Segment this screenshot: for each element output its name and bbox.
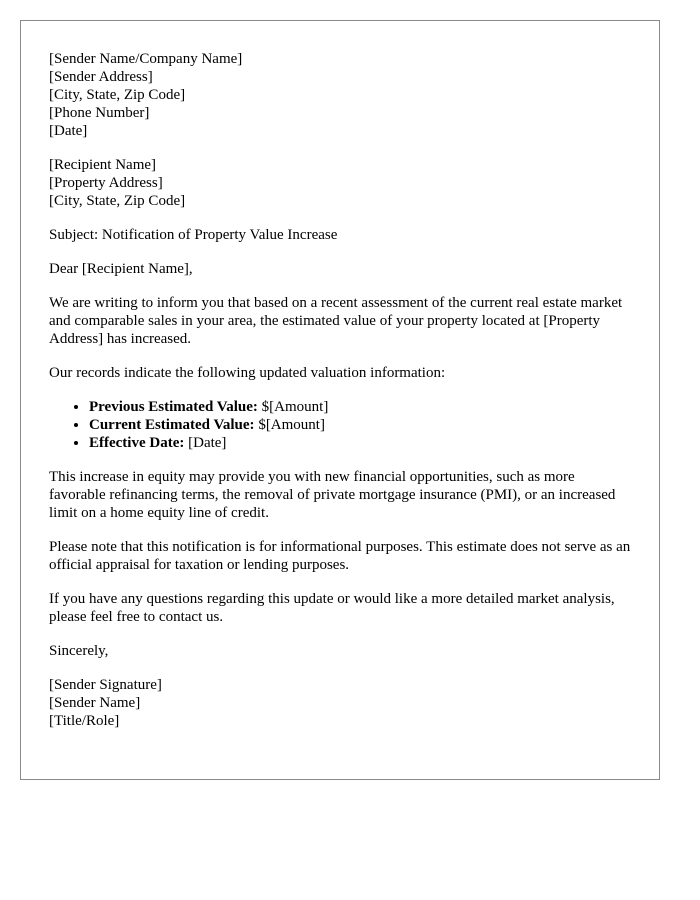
valuation-label: Effective Date: <box>89 435 185 451</box>
valuation-label: Previous Estimated Value: <box>89 399 258 415</box>
valuation-value: $[Amount] <box>257 399 329 415</box>
records-paragraph: Our records indicate the following updated valuation information: <box>49 365 446 381</box>
valuation-list <box>49 398 631 452</box>
list-item <box>89 416 631 434</box>
note-paragraph: Please note that this notification is for informational purposes. This estimate does not serve as an official appraisal for taxation or lending purposes. <box>49 539 631 573</box>
valuation-value: [Date] <box>184 435 227 451</box>
recipient-block <box>49 156 631 210</box>
valuation-value: $[Amount] <box>254 417 325 433</box>
recipient-address: [Property Address] <box>49 175 163 191</box>
sender-city-state-zip: [City, State, Zip Code] <box>49 87 186 103</box>
salutation: Dear [Recipient Name], <box>49 261 193 277</box>
signature-name: [Sender Name] <box>49 695 141 711</box>
equity-paragraph: This increase in equity may provide you with new financial opportunities, such as more favorable refinancing terms, the removal of private mortgage insurance (PMI), or an increased limit on a home equity line of credit. <box>49 469 616 521</box>
recipient-city-state-zip: [City, State, Zip Code] <box>49 193 186 209</box>
valuation-label: Current Estimated Value: <box>89 417 255 433</box>
recipient-name: [Recipient Name] <box>49 157 157 173</box>
sender-signature: [Sender Signature] <box>49 677 162 693</box>
letter-page <box>20 20 660 780</box>
signature-title: [Title/Role] <box>49 713 120 729</box>
closing: Sincerely, <box>49 643 109 659</box>
intro-paragraph: We are writing to inform you that based on a recent assessment of the current real estate market and comparable sales in your area, the estimated value of your property located at [Property Address] has increased. <box>49 295 623 347</box>
questions-paragraph: If you have any questions regarding this update or would like a more detailed market analysis, please feel free to contact us. <box>49 591 615 625</box>
subject-line: Subject: Notification of Property Value Increase <box>49 227 338 243</box>
list-item <box>89 398 631 416</box>
signature-block <box>49 676 631 730</box>
letter-date: [Date] <box>49 123 88 139</box>
list-item <box>89 434 631 452</box>
sender-block <box>49 50 631 140</box>
sender-phone: [Phone Number] <box>49 105 150 121</box>
sender-name: [Sender Name/Company Name] <box>49 51 243 67</box>
sender-address: [Sender Address] <box>49 69 153 85</box>
